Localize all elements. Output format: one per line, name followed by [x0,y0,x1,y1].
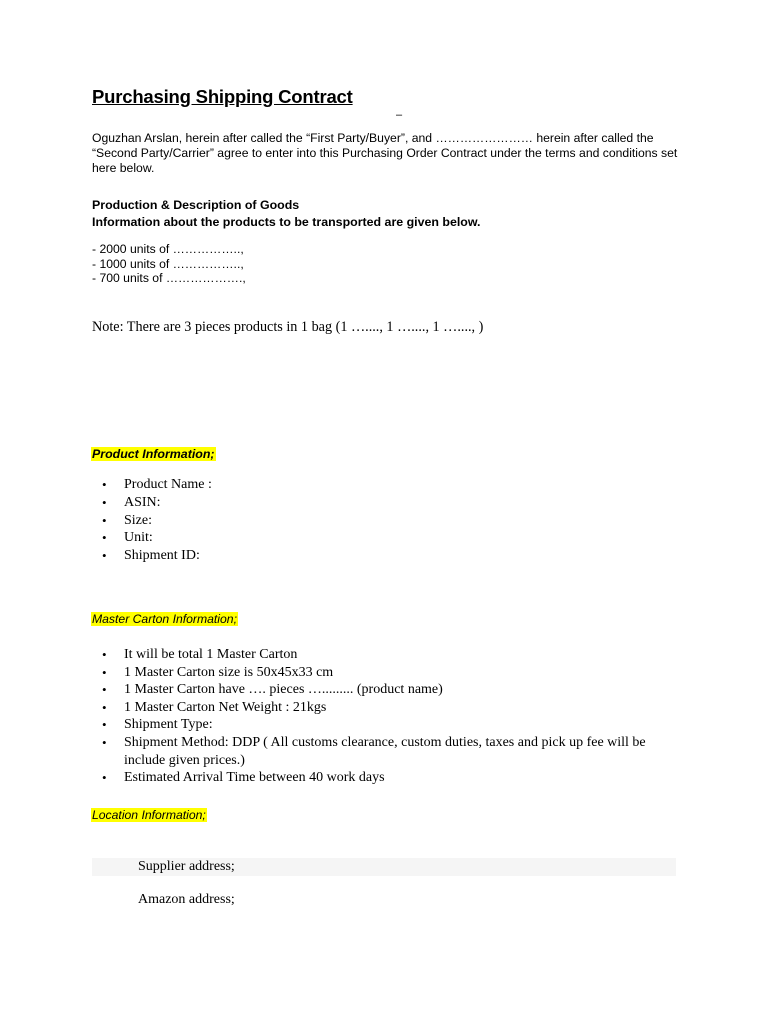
bullet-icon: • [102,647,107,662]
list-item [92,547,682,565]
list-item [92,494,682,512]
arrival-time-text: Estimated Arrival Time between 40 work days [124,770,385,786]
carton-pieces-text: 1 Master Carton have …. pieces …......... (product name) [124,682,443,698]
list-item [92,646,682,664]
size-label: Size: [124,512,152,528]
list-item [92,699,682,717]
bullet-icon: • [102,530,107,546]
location-information-heading [91,808,207,822]
list-item [92,681,682,699]
shipment-type-text: Shipment Type: [124,717,213,733]
production-subheading: Information about the products to be transported are given below. [92,215,481,229]
document-title: Purchasing Shipping Contract [92,86,353,107]
bullet-icon: • [102,477,107,492]
list-item [92,512,682,530]
unit-line: - 2000 units of …………….., [92,242,244,256]
bullet-icon: • [102,717,107,733]
product-information-heading [91,447,216,461]
list-item [92,716,682,734]
intro-paragraph: Oguzhan Arslan, herein after called the “First Party/Buyer”, and …………………… herein after called the “Second Party/Carrier” agree to enter into this Purchasing Order Contract under the terms and conditions set here below. [92,131,678,175]
bullet-icon: • [102,770,107,786]
production-section-heading [92,197,481,231]
carton-weight-text: 1 Master Carton Net Weight : 21kgs [124,699,327,715]
highlighted-heading: Location Information; [92,808,206,822]
production-heading: Production & Description of Goods [92,198,300,212]
bullet-icon: • [102,734,107,750]
highlighted-heading: Product Information; [92,447,215,461]
units-list [92,242,246,286]
supplier-address-label: Supplier address; [138,859,235,874]
product-information-list [92,476,682,565]
bullet-icon: • [102,512,107,528]
master-carton-heading [91,612,238,626]
bullet-icon: • [102,548,107,564]
list-item [92,769,682,787]
master-carton-list [92,646,682,787]
shipment-method-text: Shipment Method: DDP ( All customs clearance, custom duties, taxes and pick up fee will be include given prices.) [124,734,646,768]
carton-size-text: 1 Master Carton size is 50x45x33 cm [124,664,334,680]
bullet-icon: • [102,664,107,680]
unit-label: Unit: [124,530,153,546]
amazon-address-label: Amazon address; [138,892,235,907]
bullet-icon: • [102,494,107,510]
list-item [92,476,682,494]
list-item [92,734,682,769]
bullet-icon: • [102,699,107,715]
unit-line: - 700 units of ………………., [92,271,246,286]
dash-mark: – [396,109,403,121]
product-name-label: Product Name : [124,477,212,492]
highlighted-heading: Master Carton Information; [92,612,237,626]
asin-label: ASIN: [124,494,161,510]
bullet-icon: • [102,682,107,698]
list-item [92,664,682,682]
note-line: Note: There are 3 pieces products in 1 bag (1 …...., 1 …...., 1 …...., ) [92,319,484,335]
unit-line: - 1000 units of …………….., [92,256,244,271]
carton-total-text: It will be total 1 Master Carton [124,647,298,662]
list-item [92,529,682,547]
shipment-id-label: Shipment ID: [124,548,200,564]
